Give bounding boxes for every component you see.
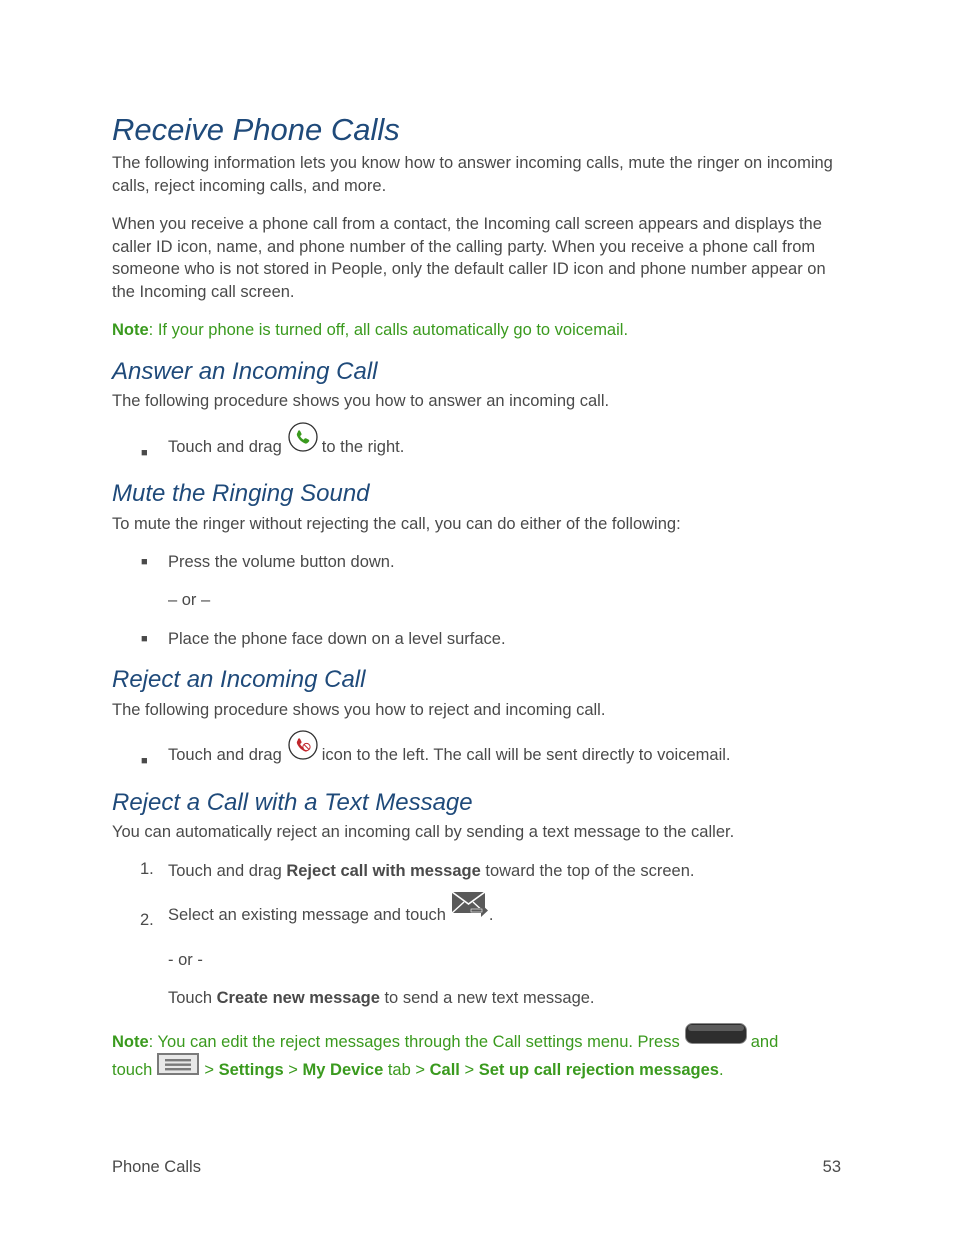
home-key-icon [685, 1023, 747, 1054]
reject-step [168, 737, 730, 773]
step-2-pre: Select an existing message and touch [168, 906, 446, 924]
note-label: Note [112, 321, 149, 339]
my-device-label: My Device [302, 1061, 384, 1079]
create-new-message-label: Create new message [216, 989, 380, 1007]
mute-item-face-down: Place the phone face down on a level surface. [168, 630, 506, 648]
answer-description: The following procedure shows you how to answer an incoming call. [112, 392, 610, 410]
note-reject-messages-line-2 [112, 1055, 842, 1086]
answer-step-post: to the right. [321, 438, 405, 456]
answer-step-pre: Touch and drag [168, 438, 282, 456]
answer-step [168, 429, 404, 465]
send-message-icon [451, 890, 489, 926]
note-tab-text: tab > [387, 1061, 426, 1079]
reject-step-post: icon to the left. The call will be sent directly to voicemail. [321, 746, 731, 764]
note-separator: > [464, 1061, 475, 1079]
note-separator: > [204, 1061, 215, 1079]
menu-key-icon [157, 1053, 199, 1084]
section-heading-reject: Reject an Incoming Call [112, 666, 366, 693]
settings-label: Settings [218, 1061, 284, 1079]
section-heading-mute: Mute the Ringing Sound [112, 480, 370, 507]
alt-pre: Touch [168, 989, 217, 1007]
reject-step-pre: Touch and drag [168, 746, 282, 764]
alt-post: to send a new text message. [379, 989, 595, 1007]
note-text-2: and [750, 1033, 779, 1051]
note-text: : If your phone is turned off, all calls automatically go to voicemail. [148, 321, 629, 339]
bullet-marker: ■ [141, 447, 148, 459]
note-reject-messages-line-1 [112, 1027, 842, 1058]
note-voicemail [112, 317, 842, 344]
page-title: Receive Phone Calls [112, 112, 400, 147]
reject-phone-icon [288, 730, 318, 766]
step-number: 1. [140, 860, 154, 878]
answer-phone-icon [288, 422, 318, 458]
bullet-marker: ■ [141, 556, 148, 568]
step-1-pre: Touch and drag [168, 862, 287, 880]
mute-description: To mute the ringer without rejecting the call, you can do either of the following: [112, 515, 681, 533]
call-label: Call [429, 1061, 460, 1079]
reject-description: The following procedure shows you how to reject and incoming call. [112, 701, 606, 719]
note-text-1: : You can edit the reject messages through the Call settings menu. Press [148, 1033, 680, 1051]
section-heading-reject-text: Reject a Call with a Text Message [112, 789, 473, 816]
note-touch: touch [112, 1061, 153, 1079]
setup-call-rejection-label: Set up call rejection messages [478, 1061, 719, 1079]
footer-page-number: 53 [822, 1158, 841, 1176]
note-separator: > [288, 1061, 298, 1079]
reject-text-or-separator: - or - [168, 951, 203, 969]
intro-paragraph-1: The following information lets you know how to answer incoming calls, mute the ringer on incoming calls, reject incoming calls, and more. [112, 154, 833, 195]
step-number: 2. [140, 911, 154, 929]
reject-text-alt [168, 987, 595, 1009]
step-1-post: toward the top of the screen. [480, 862, 695, 880]
footer-section: Phone Calls [112, 1158, 201, 1176]
reject-call-with-message-label: Reject call with message [286, 862, 481, 880]
reject-text-step-2 [168, 897, 494, 933]
mute-or-separator: – or – [168, 591, 211, 609]
bullet-marker: ■ [141, 755, 148, 767]
step-2-post: . [488, 906, 494, 924]
reject-text-description: You can automatically reject an incoming call by sending a text message to the caller. [112, 823, 735, 841]
reject-text-step-1 [168, 860, 695, 882]
note-label: Note [112, 1033, 149, 1051]
mute-item-volume: Press the volume button down. [168, 553, 395, 571]
note-end: . [718, 1061, 724, 1079]
bullet-marker: ■ [141, 633, 148, 645]
section-heading-answer: Answer an Incoming Call [112, 358, 378, 385]
intro-paragraph-2: When you receive a phone call from a contact, the Incoming call screen appears and displays the caller ID icon, name, and phone number of the calling party. When you receive a phone call from someone who is not stored in People, only the default caller ID icon and phone number appear on the Incoming call screen. [112, 215, 826, 301]
